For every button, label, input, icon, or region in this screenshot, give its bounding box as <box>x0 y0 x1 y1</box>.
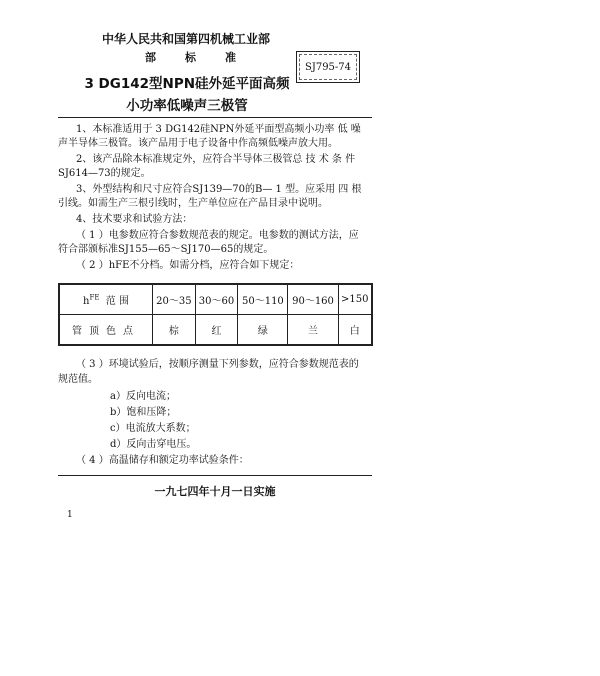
standard-code-box <box>296 51 360 83</box>
clause-3-line1: 3、外型结构和尺寸应符合SJ139—70的B— 1 型。应采用 四 根 <box>76 184 362 195</box>
list-item: c）电流放大系数； <box>110 423 196 434</box>
clause-1-line2: 声半导体三极管。该产品用于电子设备中作高频低噪声放大用。 <box>58 138 338 149</box>
table-row <box>59 284 372 315</box>
table-row <box>59 315 372 346</box>
clause-4-1-line2: 符合部颁标准SJ155—65～SJ170—65的规定。 <box>58 244 274 255</box>
table-cell: 20～35 <box>153 284 196 315</box>
standard-type-char: 准 <box>225 51 236 64</box>
top-dot-color-label: 管顶色点 <box>59 315 153 346</box>
table-cell: 棕 <box>153 315 196 346</box>
clause-3-line2: 引线。如需生产三根引线时，生产单位应在产品目录中说明。 <box>58 198 328 209</box>
list-item: a）反向电流； <box>110 391 176 402</box>
clause-1-line1: 1、本标准适用于 3 DG142硅NPN外延平面型高频小功率 低 噪 <box>76 124 361 135</box>
hfe-range-label: $h^{FE}$ 范 围 <box>59 284 153 315</box>
effective-date: 一九七四年十月一日实施 <box>154 485 276 498</box>
standard-code: SJ795-74 <box>304 62 352 73</box>
clause-2-line2: SJ614—73的规定。 <box>58 168 151 179</box>
header-rule <box>58 117 372 118</box>
clause-4: 4、技术要求和试验方法： <box>76 214 193 225</box>
table-cell: 30～60 <box>195 284 238 315</box>
table-cell: 90～160 <box>288 284 338 315</box>
issuer-name: 中华人民共和国第四机械工业部 <box>101 32 270 46</box>
list-item: d）反向击穿电压。 <box>110 439 197 450</box>
table-cell: 白 <box>338 315 372 346</box>
clause-4-3-line1: （ 3 ）环境试验后，按顺序测量下列参数，应符合参数规范表的 <box>76 359 359 370</box>
clause-4-2: （ 2 ）hFE不分档。如需分档，应符合如下规定： <box>76 260 300 271</box>
table-cell: >150 <box>338 284 372 315</box>
standard-type-char: 标 <box>185 51 196 64</box>
clause-4-1-line1: （ 1 ）电参数应符合参数规范表的规定。电参数的测试方法，应 <box>76 230 359 241</box>
document-title-line1: 3 DG142型NPN硅外延平面高频 <box>84 76 290 92</box>
table-cell: 50～110 <box>238 284 288 315</box>
clause-4-3-line2: 规范值。 <box>58 374 98 385</box>
list-item: b）饱和压降； <box>110 407 177 418</box>
clause-2-line1: 2、该产品除本标准规定外，应符合半导体三极管总 技 术 条 件 <box>76 154 356 165</box>
hfe-color-table <box>58 283 373 346</box>
standard-type-char: 部 <box>145 51 156 64</box>
footer-rule <box>58 475 372 476</box>
table-cell: 兰 <box>288 315 338 346</box>
table-cell: 红 <box>195 315 238 346</box>
page-number: 1 <box>67 510 73 520</box>
table-cell: 绿 <box>238 315 288 346</box>
document-title-line2: 小功率低噪声三极管 <box>126 98 248 114</box>
clause-4-4: （ 4 ）高温储存和额定功率试验条件： <box>76 455 249 466</box>
